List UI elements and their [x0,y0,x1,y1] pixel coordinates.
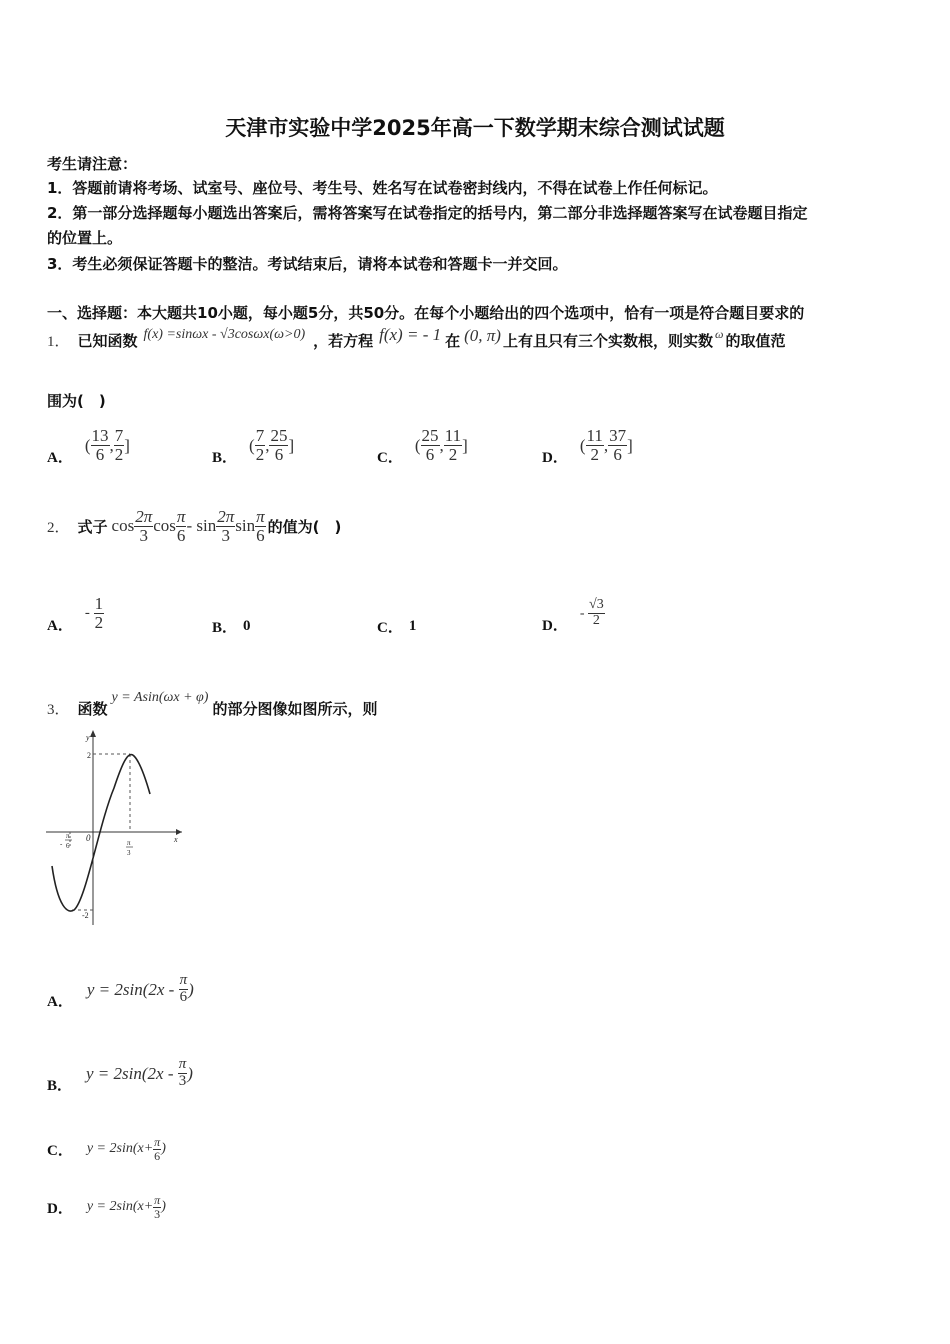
q2-option-d[interactable] [542,592,605,635]
y-axis-arrow [90,730,96,737]
label-left-tick-num: π [66,832,70,840]
fraction: $\frac{2\pi}{3}$ [135,507,153,545]
option-label: D． [542,450,568,466]
formula-pre: y = 2sin(2x - [86,979,179,999]
q1-option-d[interactable]: D． ( $\frac{11}{2}$ , $\frac{37}{6}$ ] [542,426,633,466]
section-heading: 一、选择题：本大题共10小题，每小题5分，共50分。在每个小题给出的四个选项中，恰有一项是符合题目要求的 [47,304,805,322]
q1-equation: f(x) = - 1 [379,324,442,344]
formula-post: ) [161,1199,166,1215]
q1-number: 1． [47,334,70,350]
q1-interval: (0, π) [464,325,501,345]
notice-heading: 考生请注意： [47,155,138,173]
q3-text-2: 的部分图像如图所示，则 [212,700,378,718]
option-label: A． [47,450,73,466]
fraction: $\frac{√3}{2}$ [589,597,604,628]
bracket: ] [627,435,633,455]
q2-option-b[interactable] [212,616,251,637]
formula-post: ) [187,1063,193,1083]
q1-text-1: 已知函数 [77,332,138,350]
bracket: ] [124,435,130,455]
label-left-tick-den: 6 [66,842,70,850]
bracket: ] [462,435,468,455]
option-label: C． [47,1142,73,1159]
cos-1: cos [111,516,135,536]
question-1 [47,324,907,351]
minus-sign: - [186,516,197,536]
formula-pre: y = 2sin(x+ [86,1199,154,1215]
fraction: $\frac{11}{2}$ [444,426,462,464]
cos-2: cos [153,516,176,536]
formula-post: ) [188,979,194,999]
option-label: C． [377,620,403,636]
q1-text-4: 上有且只有三个实数根，则实数 [502,332,713,350]
fraction: $\frac{25}{6}$ [421,426,439,464]
q1-text-5: 的取值范 [725,332,786,350]
label-ymax: 2 [87,751,91,760]
q1-option-c[interactable]: C． ( $\frac{25}{6}$ , $\frac{11}{2}$ ] [377,426,468,466]
q2-text-2: 的值为( ) [267,517,342,536]
fraction: $\frac{\pi}{6}$ [256,507,265,545]
notice-item-3: 3．考生必须保证答题卡的整洁。考试结束后，请将本试卷和答题卡一并交回。 [47,255,568,273]
formula-post: ) [161,1141,166,1157]
label-y-axis: y [86,733,90,742]
q3-option-a[interactable] [47,968,194,1011]
option-label: A． [47,994,73,1010]
q3-text-1: 函数 [77,700,108,718]
sin-2: sin [235,516,256,536]
bracket: ( [579,435,586,455]
q3-option-b[interactable] [47,1052,193,1095]
option-label: B． [212,620,238,636]
fraction: $\frac{\pi}{3}$ [178,1056,187,1089]
q2-number: 2． [47,519,70,536]
q1-text-6: 围为( ) [47,392,106,410]
option-label: C． [377,450,403,466]
option-label: D． [47,1200,73,1217]
bracket: ( [84,435,91,455]
fraction: $\frac{7}{2}$ [114,426,124,464]
q1-omega: ω [714,327,724,341]
formula-pre: y = 2sin(2x - [86,1063,178,1083]
option-label: D． [542,618,568,634]
option-value: 1 [408,618,417,634]
bracket: ( [414,435,421,455]
q2-option-c[interactable] [377,616,416,637]
option-label: B． [212,450,238,466]
q3-graph [44,728,186,928]
label-left-tick-sign: - [60,840,63,848]
sin-1: sin [196,516,217,536]
fraction: $\frac{37}{6}$ [609,426,627,464]
bracket: ] [288,435,295,455]
minus-sign: - [84,605,94,621]
fraction: $\frac{1}{2}$ [94,594,104,632]
q1-text-2: ，若方程 [313,332,374,350]
notice-item-2-cont: 的位置上。 [47,229,123,247]
q2-text-1: 式子 [77,517,108,536]
q3-number: 3． [47,702,70,718]
q1-option-a[interactable]: A． ( $\frac{13}{6}$ , $\frac{7}{2}$ ] [47,426,130,466]
fraction: $\frac{7}{2}$ [255,426,265,464]
option-value: 0 [243,618,251,634]
fraction: $\frac{\pi}{6}$ [176,507,186,545]
option-label: B． [47,1078,73,1094]
formula-pre: y = 2sin(x+ [86,1141,154,1157]
label-right-tick-num: π [127,839,131,847]
label-origin: 0 [86,833,91,843]
q1-text-3: 在 [445,332,461,350]
fraction: $\frac{\pi}{6}$ [154,1135,161,1163]
fraction: $\frac{13}{6}$ [91,426,109,464]
q3-option-c[interactable] [47,1136,166,1162]
fraction: $\frac{25}{6}$ [270,426,288,464]
q1-option-b[interactable]: B． ( $\frac{7}{2}$ , $\frac{25}{6}$ ] [212,426,295,466]
label-x-axis: x [174,835,178,844]
notice-item-2: 2．第一部分选择题每小题选出答案后，需将答案写在试卷指定的括号内，第二部分非选择题答案写在试卷题目指定 [47,204,808,222]
fraction: $\frac{\pi}{3}$ [154,1193,161,1221]
q2-option-a[interactable] [47,592,104,635]
bracket: ( [249,435,255,455]
minus-sign: - [579,605,589,621]
notice-item-1: 1．答题前请将考场、试室号、座位号、考生号、姓名写在试卷密封线内，不得在试卷上作任何标记。 [47,179,718,197]
question-3 [47,676,377,719]
label-right-tick-den: 3 [127,849,131,857]
page-title: 天津市实验中学2025年高一下数学期末综合测试试题 [225,116,725,140]
question-2 [47,508,341,545]
fraction: $\frac{11}{2}$ [586,426,603,464]
q3-option-d[interactable] [47,1194,166,1220]
option-label: A． [47,618,73,634]
fraction: $\frac{\pi}{6}$ [179,972,188,1005]
q1-formula: f(x) =sinωx - √3cosωx(ω>0) [143,326,306,342]
q3-formula: y = Asin(ωx + φ) [111,689,209,705]
label-ymin: -2 [82,911,89,920]
fraction: $\frac{2\pi}{3}$ [217,507,235,545]
